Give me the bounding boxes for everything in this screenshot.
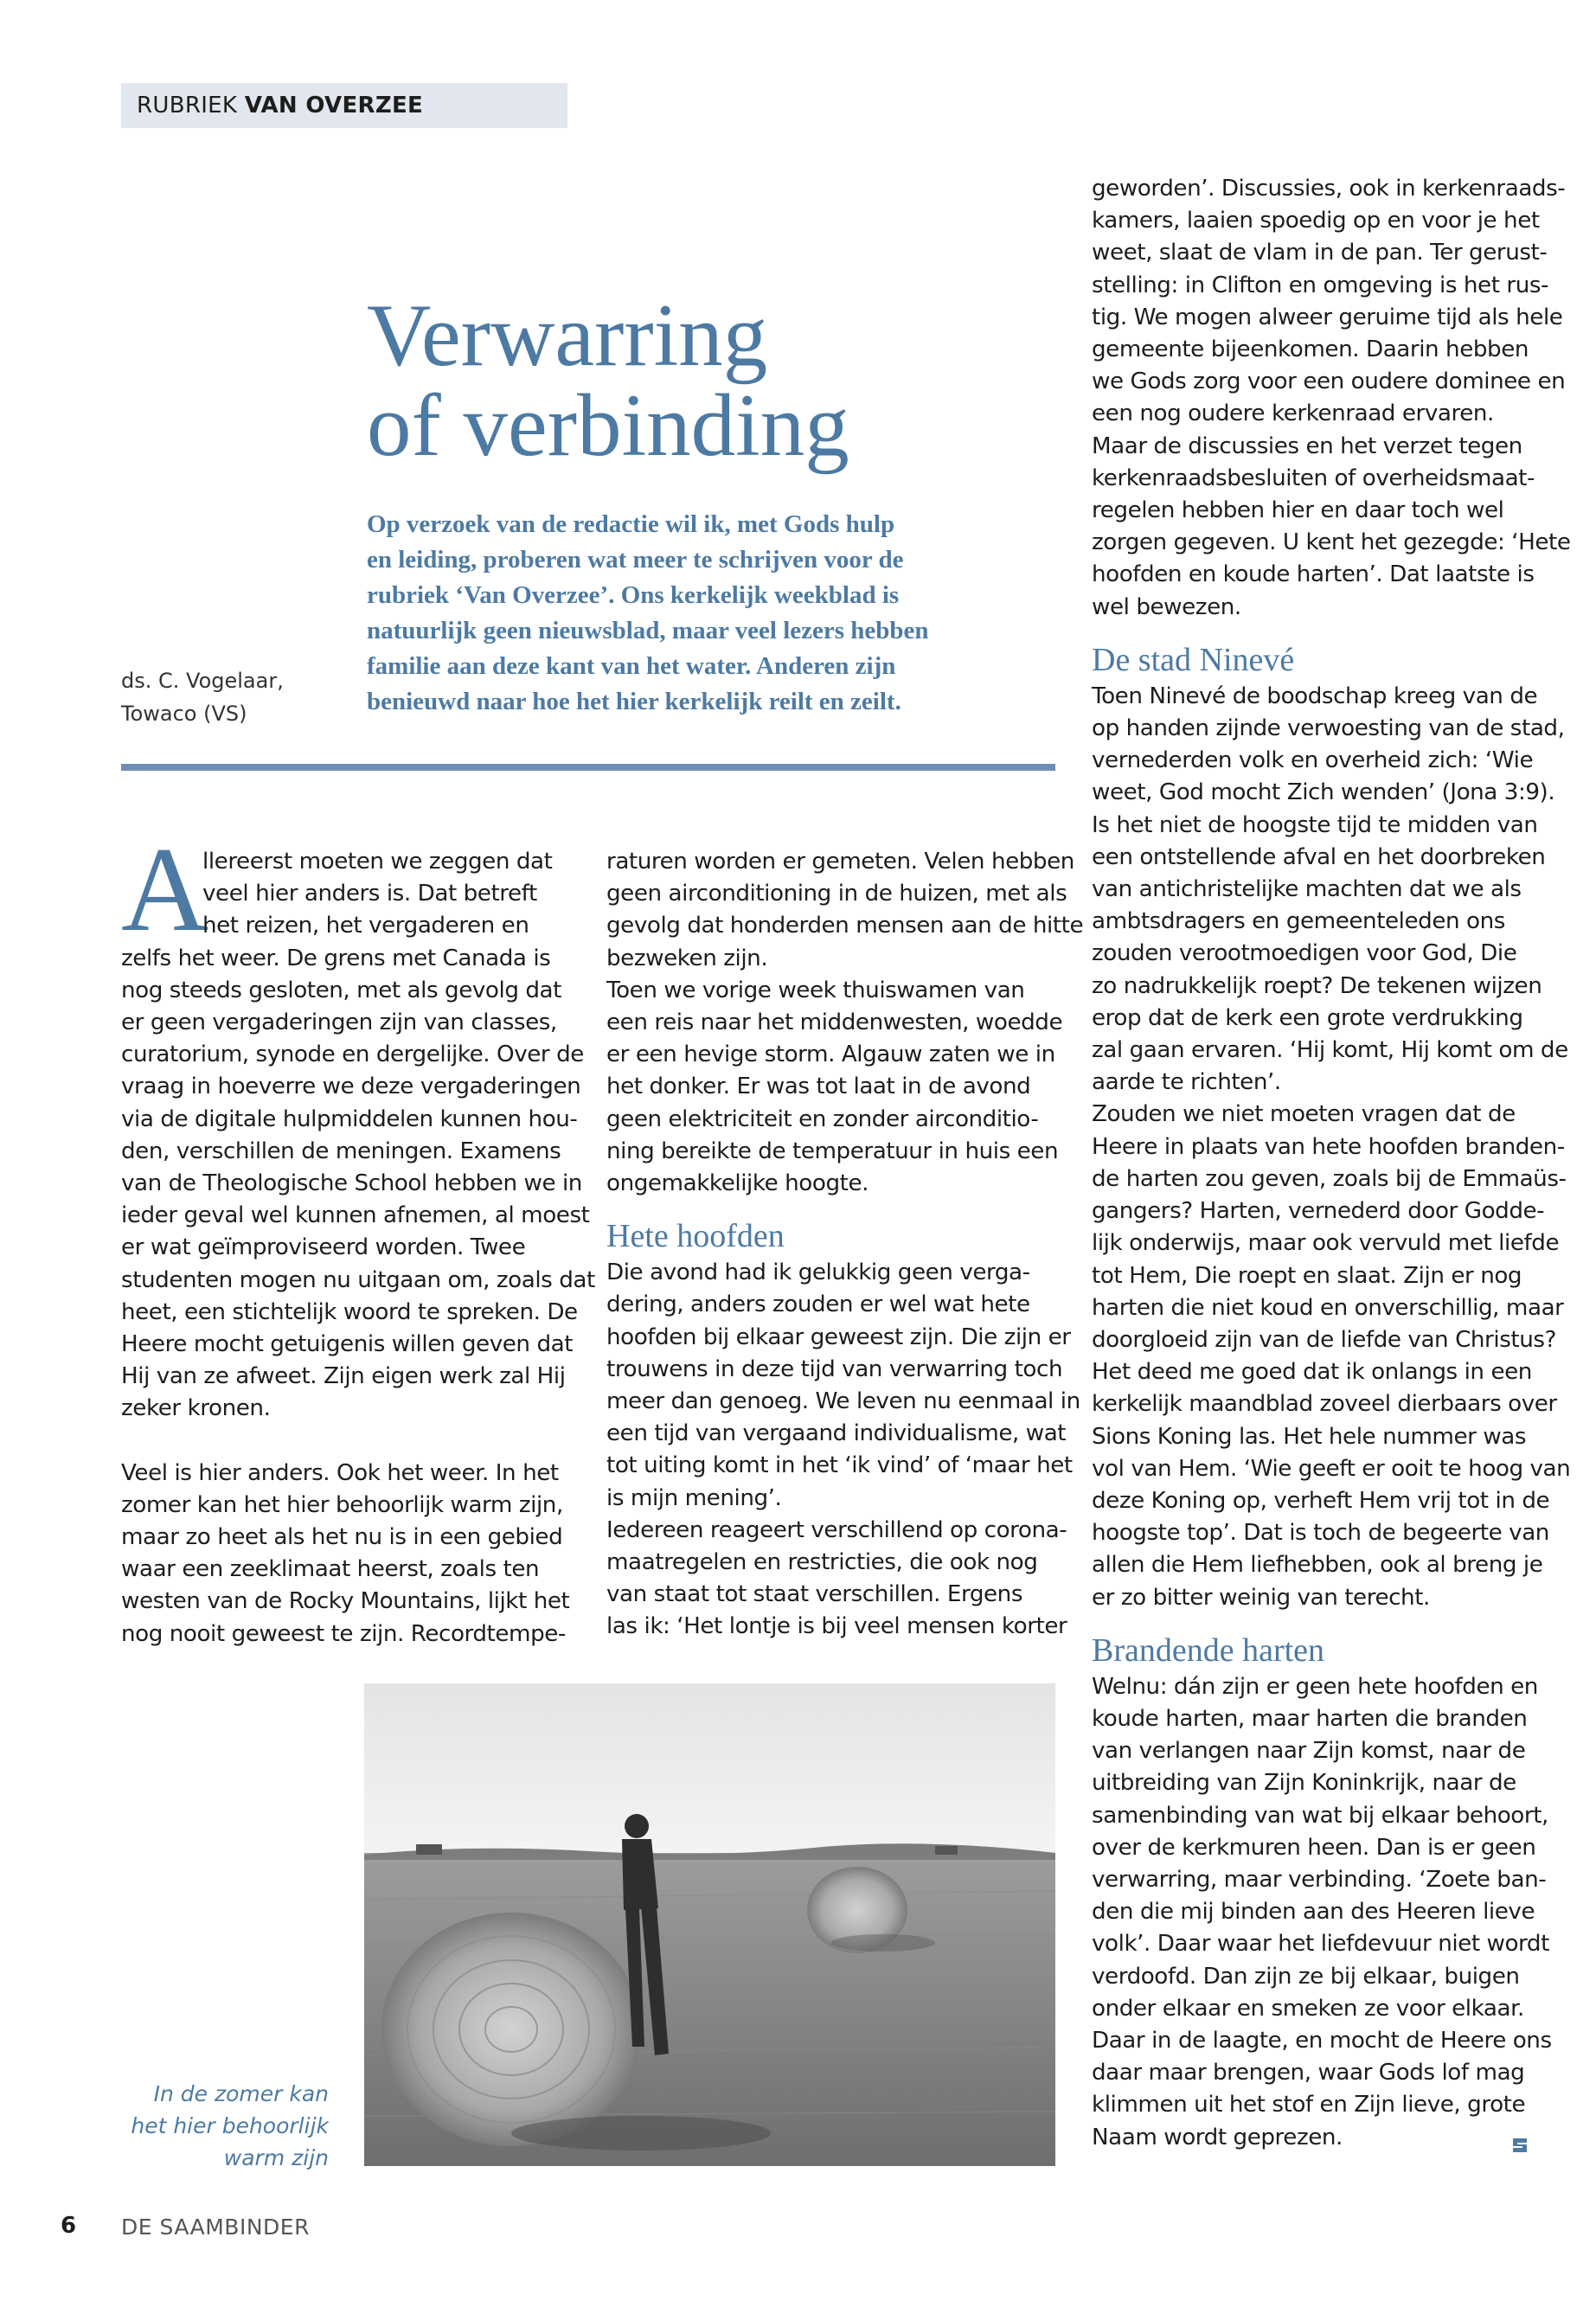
- article-title: [367, 286, 1024, 475]
- text-line: llereerst moeten we zeggen dat: [202, 849, 553, 875]
- text-line: Toen we vorige week thuiswamen van: [606, 977, 1025, 1003]
- text-line: ambtsdragers en gemeenteleden ons: [1092, 908, 1505, 935]
- text-line: geworden’. Discussies, ook in kerkenraads-: [1092, 176, 1566, 202]
- text-line: verdoofd. Dan zijn ze bij elkaar, buigen: [1092, 1963, 1520, 1990]
- text-line: tot uiting komt in het ‘ik vind’ of ‘maar het: [606, 1452, 1073, 1479]
- text-line: op handen zijnde verwoesting van de stad,: [1092, 715, 1565, 742]
- title-rule: [121, 764, 1055, 771]
- caption-line: het hier behoorlijk: [131, 2113, 329, 2138]
- author-name: ds. C. Vogelaar,: [121, 669, 284, 693]
- text-line: ieder geval wel kunnen afnemen, al moest: [121, 1202, 590, 1229]
- text-line: over de kerkmuren heen. Dan is er geen: [1092, 1834, 1536, 1861]
- text-line: raturen worden er gemeten. Velen hebben: [606, 849, 1074, 875]
- caption-line: warm zijn: [223, 2145, 329, 2170]
- magazine-name: DE SAAMBINDER: [121, 2214, 310, 2240]
- text-line: is mijn mening’.: [606, 1484, 782, 1511]
- text-line: gemeente bijeenkomen. Daarin hebben: [1092, 336, 1529, 363]
- text-line: uitbreiding van Zijn Koninkrijk, naar de: [1092, 1770, 1516, 1797]
- text-line: er wat geïmproviseerd worden. Twee: [121, 1234, 526, 1261]
- text-line: samenbinding van wat bij elkaar behoort,: [1092, 1802, 1548, 1829]
- text-line: zorgen gegeven. U kent het gezegde: ‘Hete: [1092, 529, 1571, 556]
- text-line: westen van de Rocky Mountains, lijkt het: [121, 1588, 570, 1615]
- intro-line: en leiding, proberen wat meer te schrijven voor de: [367, 546, 904, 574]
- text-line: het donker. Er was tot laat in de avond: [606, 1074, 1031, 1100]
- text-line: hoofden bij elkaar geweest zijn. Die zijn er: [606, 1324, 1071, 1350]
- text-line: Iedereen reageert verschillend op corona-: [606, 1516, 1067, 1543]
- text-line: stelling: in Clifton en omgeving is het rus-: [1092, 272, 1549, 298]
- text-line: Veel is hier anders. Ook het weer. In het: [121, 1459, 559, 1486]
- column-2-part-b: [606, 1257, 1080, 1643]
- paragraph-gap: [121, 1426, 571, 1458]
- text-line: erop dat de kerk een grote verdrukking: [1092, 1004, 1523, 1031]
- text-line: zelfs het weer. De grens met Canada is: [121, 945, 551, 971]
- text-line: heet, een stichtelijk woord te spreken. De: [121, 1298, 578, 1325]
- rubriek-prefix: RUBRIEK: [137, 93, 238, 119]
- text-line: tot Hem, Die roept en slaat. Zijn er nog: [1092, 1262, 1522, 1289]
- text-line: kerkenraadsbesluiten of overheidsmaat-: [1092, 465, 1535, 491]
- text-line: nog nooit geweest te zijn. Recordtempe-: [121, 1620, 566, 1647]
- text-line: doorgloeid zijn van de liefde van Christus?: [1092, 1326, 1557, 1353]
- photo-caption: [121, 2078, 329, 2174]
- text-line: een nog oudere kerkenraad ervaren.: [1092, 401, 1494, 427]
- rubriek-name: VAN OVERZEE: [244, 93, 424, 119]
- intro-line: rubriek ‘Van Overzee’. Ons kerkelijk weekblad is: [367, 581, 900, 609]
- column-3-part-a: [1092, 173, 1571, 624]
- text-line: Toen Ninevé de boodschap kreeg van de: [1092, 683, 1538, 709]
- text-line: koude harten, maar harten die branden: [1092, 1705, 1528, 1732]
- column-3-part-b: [1092, 681, 1571, 1614]
- text-line: Maar de discussies en het verzet tegen: [1092, 433, 1522, 459]
- text-line: den, verschillen de meningen. Examens: [121, 1138, 561, 1164]
- body-column-3: [1092, 173, 1571, 2154]
- text-line: veel hier anders is. Dat betreft: [202, 881, 537, 907]
- text-line: een tijd van vergaand individualisme, wat: [606, 1420, 1067, 1447]
- text-line: zo nadrukkelijk roept? De tekenen wijzen: [1092, 972, 1542, 999]
- rubriek-label: [121, 83, 567, 128]
- text-line: regelen hebben hier en daar toch wel: [1092, 497, 1504, 524]
- text-line: zal gaan ervaren. ‘Hij komt, Hij komt om de: [1092, 1037, 1568, 1064]
- heading-de-stad-ninive: De stad Ninevé: [1092, 641, 1295, 678]
- text-line: het reizen, het vergaderen en: [202, 913, 529, 939]
- text-line: weet, slaat de vlam in de pan. Ter gerust-: [1092, 240, 1548, 266]
- text-line: vernederden volk en overheid zich: ‘Wie: [1092, 747, 1534, 774]
- text-line: waar een zeeklimaat heerst, zoals ten: [121, 1556, 540, 1583]
- column-2-part-a: [606, 846, 1084, 1200]
- text-line: meer dan genoeg. We leven nu eenmaal in: [606, 1388, 1080, 1415]
- intro-line: benieuwd naar hoe het hier kerkelijk reilt en zeilt.: [367, 688, 901, 715]
- text-line: maatregelen en restricties, die ook nog: [606, 1549, 1038, 1576]
- intro-line: familie aan deze kant van het water. Anderen zijn: [367, 652, 896, 680]
- text-line: harten die niet koud en onverschillig, maar: [1092, 1294, 1564, 1321]
- title-line: of verbinding: [367, 376, 849, 475]
- text-line: trouwens in deze tijd van verwarring toch: [606, 1356, 1063, 1382]
- text-line: den die mij binden aan des Heeren lieve: [1092, 1899, 1535, 1926]
- text-line: aarde te richten’.: [1092, 1069, 1281, 1096]
- author-byline: [121, 664, 329, 730]
- text-line: dering, anders zouden er wel wat hete: [606, 1292, 1030, 1318]
- text-line: klimmen uit het stof en Zijn lieve, grote: [1092, 2092, 1526, 2118]
- text-line: hoofden en koude harten’. Dat laatste is: [1092, 561, 1535, 588]
- text-line: van de Theologische School hebben we in: [121, 1170, 582, 1197]
- text-line: Daar in de laagte, en mocht de Heere ons: [1092, 2027, 1552, 2054]
- text-line: van antichristelijke machten dat we als: [1092, 876, 1522, 903]
- text-line: wel bewezen.: [1092, 593, 1241, 620]
- heading-hete-hoofden: Hete hoofden: [606, 1218, 785, 1255]
- text-line: een ontstellende afval en het doorbreken: [1092, 843, 1546, 870]
- text-line: weet, God mocht Zich wenden’ (Jona 3:9).: [1092, 779, 1555, 806]
- drop-cap: A: [121, 823, 209, 957]
- text-line: vol van Hem. ‘Wie geeft er ooit te hoog van: [1092, 1455, 1571, 1482]
- text-line: Die avond had ik gelukkig geen verga-: [606, 1259, 1030, 1286]
- text-line: bezweken zijn.: [606, 945, 768, 971]
- text-line: Heere mocht getuigenis willen geven dat: [121, 1331, 574, 1358]
- hay-field-photo: [364, 1683, 1055, 2166]
- text-line: van staat tot staat verschillen. Ergens: [606, 1581, 1023, 1608]
- text-line: ongemakkelijke hoogte.: [606, 1170, 869, 1197]
- text-line: zomer kan het hier behoorlijk warm zijn,: [121, 1491, 563, 1518]
- text-line: geen elektriciteit en zonder airconditio-: [606, 1106, 1039, 1132]
- text-line: tig. We mogen alweer geruime tijd als hele: [1092, 304, 1563, 330]
- caption-line: In de zomer kan: [153, 2081, 329, 2106]
- photo-illustration: [364, 1683, 1055, 2166]
- text-line: Naam wordt geprezen.: [1092, 2124, 1343, 2150]
- text-line: gevolg dat honderden mensen aan de hitte: [606, 913, 1084, 939]
- text-line: Heere in plaats van hete hoofden branden-: [1092, 1133, 1565, 1160]
- text-line: Het deed me goed dat ik onlangs in een: [1092, 1359, 1532, 1386]
- text-line: hoogste top’. Dat is toch de begeerte van: [1092, 1520, 1549, 1547]
- text-line: Welnu: dán zijn er geen hete hoofden en: [1092, 1673, 1538, 1700]
- text-line: Hij van ze afweet. Zijn eigen werk zal Hij: [121, 1363, 566, 1390]
- text-line: we Gods zorg voor een oudere dominee en: [1092, 369, 1566, 395]
- text-line: studenten mogen nu uitgaan om, zoals dat: [121, 1266, 595, 1293]
- text-line: zeker kronen.: [121, 1395, 271, 1422]
- end-mark-icon: [1509, 2135, 1530, 2156]
- text-line: maar zo heet als het nu is in een gebied: [121, 1524, 563, 1551]
- text-line: zouden verootmoedigen voor God, Die: [1092, 940, 1517, 967]
- text-line: lijk onderwijs, maar ook vervuld met liefde: [1092, 1230, 1560, 1257]
- page-number: 6: [61, 2213, 77, 2239]
- text-line: Sions Koning las. Het hele nummer was: [1092, 1423, 1527, 1450]
- author-location: Towaco (VS): [121, 702, 247, 726]
- text-line: er geen vergaderingen zijn van classes,: [121, 1009, 557, 1036]
- text-line: geen airconditioning in de huizen, met als: [606, 881, 1067, 907]
- text-line: ning bereikte de temperatuur in huis een: [606, 1138, 1059, 1164]
- heading-brandende-harten: Brandende harten: [1092, 1631, 1325, 1669]
- text-line: er een hevige storm. Algauw zaten we in: [606, 1042, 1055, 1068]
- text-line: nog steeds gesloten, met als gevolg dat: [121, 977, 561, 1003]
- text-line: volk’. Daar waar het liefdevuur niet wordt: [1092, 1931, 1549, 1958]
- intro-line: Op verzoek van de redactie wil ik, met Gods hulp: [367, 510, 895, 538]
- text-line: Zouden we niet moeten vragen dat de: [1092, 1101, 1516, 1128]
- body-column-2: [606, 846, 1084, 1644]
- text-line: verwarring, maar verbinding. ‘Zoete ban-: [1092, 1866, 1547, 1893]
- text-line: er zo bitter weinig van terecht.: [1092, 1584, 1430, 1611]
- text-line: gangers? Harten, vernederd door Godde-: [1092, 1198, 1545, 1225]
- text-line: curatorium, synode en dergelijke. Over de: [121, 1042, 584, 1068]
- text-line: kerkelijk maandblad zoveel dierbaars over: [1092, 1391, 1557, 1418]
- text-line: via de digitale hulpmiddelen kunnen hou-: [121, 1106, 578, 1132]
- text-line: onder elkaar en smeken ze voor elkaar.: [1092, 1995, 1524, 2022]
- text-line: een reis naar het middenwesten, woedde: [606, 1009, 1063, 1036]
- text-line: kamers, laaien spoedig op en voor je het: [1092, 208, 1540, 234]
- text-line: Is het niet de hoogste tijd te midden van: [1092, 811, 1538, 838]
- title-line: Verwarring: [367, 286, 768, 385]
- text-line: allen die Hem liefhebben, ook al breng je: [1092, 1552, 1543, 1579]
- text-line: las ik: ‘Het lontje is bij veel mensen korter: [606, 1613, 1067, 1640]
- article-intro: [367, 507, 1054, 720]
- text-line: de harten zou geven, zoals bij de Emmaüs-: [1092, 1165, 1567, 1192]
- intro-line: natuurlijk geen nieuwsblad, maar veel lezers hebben: [367, 617, 929, 644]
- text-line: vraag in hoeverre we deze vergaderingen: [121, 1074, 581, 1100]
- column-3-part-c: [1092, 1671, 1559, 2154]
- body-column-1: [121, 846, 595, 1650]
- text-line: van verlangen naar Zijn komst, naar de: [1092, 1738, 1526, 1765]
- text-line: deze Koning op, verheft Hem vrij tot in de: [1092, 1487, 1550, 1514]
- text-line: daar maar brengen, waar Gods lof mag: [1092, 2060, 1525, 2086]
